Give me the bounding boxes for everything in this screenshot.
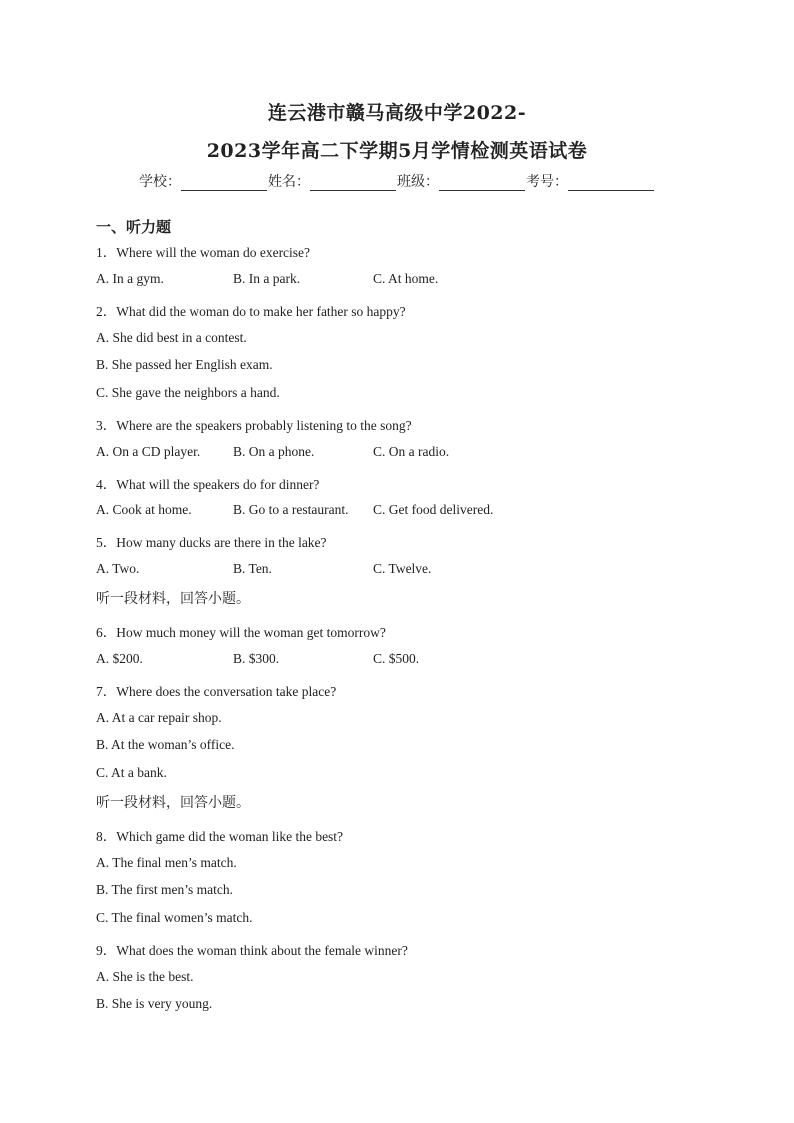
q8-option-b: B. The first men’s match. — [96, 882, 233, 897]
question-5: 5．How many ducks are there in the lake? — [96, 535, 327, 550]
question-8: 8．Which game did the woman like the best? — [96, 829, 344, 844]
section-heading: 一、听力题 — [96, 218, 172, 236]
q7-option-b: B. At the woman’s office. — [96, 737, 235, 752]
q3-option-a: A. On a CD player. — [96, 444, 201, 459]
q1-option-a: A. In a gym. — [96, 271, 164, 286]
q8-option-a: A. The final men’s match. — [96, 855, 237, 870]
school-blank[interactable] — [181, 176, 267, 191]
question-9: 9．What does the woman think about the female winner? — [96, 943, 408, 958]
q4-option-c: C. Get food delivered. — [373, 502, 494, 517]
q4-option-b: B. Go to a restaurant. — [233, 502, 349, 517]
q6-option-a: A. $200. — [96, 651, 143, 666]
exam-title-line1: 连云港市赣马高级中学2022- — [267, 102, 527, 124]
q6-option-c: C. $500. — [373, 651, 420, 666]
q5-option-a: A. Two. — [96, 561, 140, 576]
name-blank[interactable] — [310, 176, 396, 191]
q2-option-c: C. She gave the neighbors a hand. — [96, 385, 280, 400]
listening-note-2: 听一段材料，回答小题。 — [96, 795, 250, 811]
q3-option-c: C. On a radio. — [373, 444, 450, 459]
question-6: 6．How much money will the woman get tomorrow? — [96, 625, 386, 640]
q5-option-b: B. Ten. — [233, 561, 272, 576]
class-label: 班级： — [397, 174, 439, 190]
q7-option-a: A. At a car repair shop. — [96, 710, 222, 725]
q7-option-c: C. At a bank. — [96, 765, 167, 780]
question-4: 4．What will the speakers do for dinner? — [96, 477, 320, 492]
listening-note-1: 听一段材料，回答小题。 — [96, 591, 250, 607]
q9-option-b: B. She is very young. — [96, 996, 213, 1011]
exam-title-line2: 2023学年高二下学期5月学情检测英语试卷 — [206, 140, 588, 162]
exam-number-label: 考号： — [526, 174, 568, 190]
q9-option-a: A. She is the best. — [96, 969, 194, 984]
class-blank[interactable] — [439, 176, 525, 191]
name-label: 姓名： — [268, 174, 310, 190]
school-label: 学校： — [139, 174, 181, 190]
q3-option-b: B. On a phone. — [233, 444, 315, 459]
exam-number-blank[interactable] — [568, 176, 654, 191]
q5-option-c: C. Twelve. — [373, 561, 432, 576]
q6-option-b: B. $300. — [233, 651, 280, 666]
q1-option-c: C. At home. — [373, 271, 439, 286]
question-3: 3．Where are the speakers probably listening to the song? — [96, 418, 412, 433]
q2-option-a: A. She did best in a contest. — [96, 330, 247, 345]
question-7: 7．Where does the conversation take place? — [96, 684, 337, 699]
q4-option-a: A. Cook at home. — [96, 502, 192, 517]
q1-option-b: B. In a park. — [233, 271, 301, 286]
student-info-row — [0, 171, 794, 191]
question-1: 1．Where will the woman do exercise? — [96, 245, 311, 260]
q2-option-b: B. She passed her English exam. — [96, 357, 273, 372]
question-2: 2．What did the woman do to make her father so happy? — [96, 304, 406, 319]
q8-option-c: C. The final women’s match. — [96, 910, 253, 925]
